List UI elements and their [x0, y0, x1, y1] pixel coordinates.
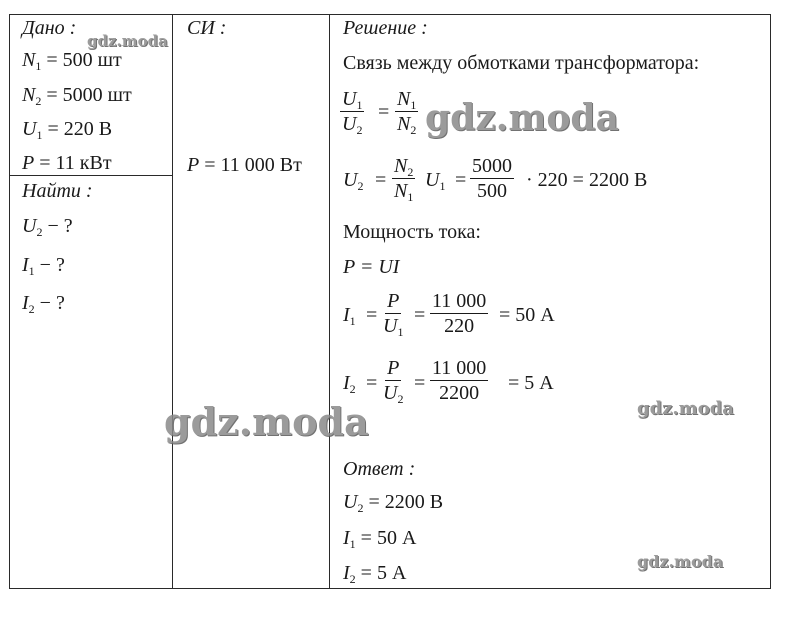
power-title: Мощность тока: — [343, 221, 481, 243]
given-line-n1: $N_1 = 500$ шт — [22, 49, 122, 73]
column-divider-given — [172, 14, 173, 589]
given-line-p: P = 11 кВт — [22, 152, 112, 174]
answer-line-i2: $I_2 = 5$ А — [343, 562, 407, 586]
column-divider-si — [329, 14, 330, 589]
i2-calc-eq2: = — [414, 372, 426, 394]
watermark-small-mid: gdz.moda — [637, 398, 734, 419]
given-header: Дано : — [22, 17, 77, 39]
answer-line-u2: $U_2 = 2200$ В — [343, 491, 444, 515]
find-line-i1: $I_1$ − ? — [22, 254, 65, 278]
i1-calc-lhs: $I_1$ — [343, 304, 356, 328]
solution-header: Решение : — [343, 17, 428, 39]
given-line-u1: $U_1 = 220$ В — [22, 118, 113, 142]
ratio-n-fraction: $\frac{N_1}{N_2}$ — [397, 88, 417, 137]
i2-calc-num-fraction: $\frac{11 000}{2200}$ — [432, 357, 487, 404]
u2-calc-eq1: = — [375, 169, 387, 191]
find-line-u2: $U_2$ − ? — [22, 215, 73, 239]
i1-calc-num-fraction: $\frac{11 000}{220}$ — [432, 290, 487, 337]
ratio-u-fraction: $\frac{U_1}{U_2}$ — [342, 88, 363, 137]
i1-calc-eq2: = — [414, 304, 426, 326]
i1-calc-eq1: = — [366, 304, 378, 326]
u2-calc-num-fraction: $\frac{5000}{500}$ — [472, 155, 512, 202]
i2-calc-tail: = 5 А — [508, 372, 554, 394]
i1-calc-p-fraction: $\frac{P}{U_1}$ — [383, 290, 404, 339]
i2-calc-lhs: $I_2$ — [343, 372, 356, 396]
u2-calc-lhs: $U_2$ — [343, 169, 364, 193]
answer-header: Ответ : — [343, 458, 416, 480]
u2-calc-n-fraction: $\frac{N_2}{N_1}$ — [394, 155, 414, 204]
watermark-small-bottom: gdz.moda — [637, 552, 724, 571]
row-divider-find — [9, 175, 173, 176]
si-line-p: P = 11 000 Вт — [187, 154, 302, 176]
u2-calc-u1: $U_1$ — [425, 169, 446, 193]
u2-calc-eq2: = — [455, 169, 467, 191]
solution-intro: Связь между обмотками трансформатора: — [343, 52, 700, 74]
find-line-i2: $I_2$ − ? — [22, 292, 65, 316]
i1-calc-tail: = 50 А — [499, 304, 555, 326]
i2-calc-p-fraction: $\frac{P}{U_2}$ — [383, 357, 404, 406]
si-header: СИ : — [187, 17, 227, 39]
ratio-equals: = — [378, 101, 390, 123]
find-header: Найти : — [22, 180, 93, 202]
i2-calc-eq1: = — [366, 372, 378, 394]
watermark-large-mid: gdz.moda — [164, 399, 369, 444]
answer-line-i1: $I_1 = 50$ А — [343, 527, 417, 551]
watermark-small-top: gdz.moda — [87, 32, 168, 50]
u2-calc-tail: · 220 = 2200 В — [526, 169, 648, 191]
given-line-n2: $N_2 = 5000$ шт — [22, 84, 132, 108]
power-formula: P = UI — [343, 256, 400, 278]
watermark-large-top: gdz.moda — [425, 97, 619, 139]
